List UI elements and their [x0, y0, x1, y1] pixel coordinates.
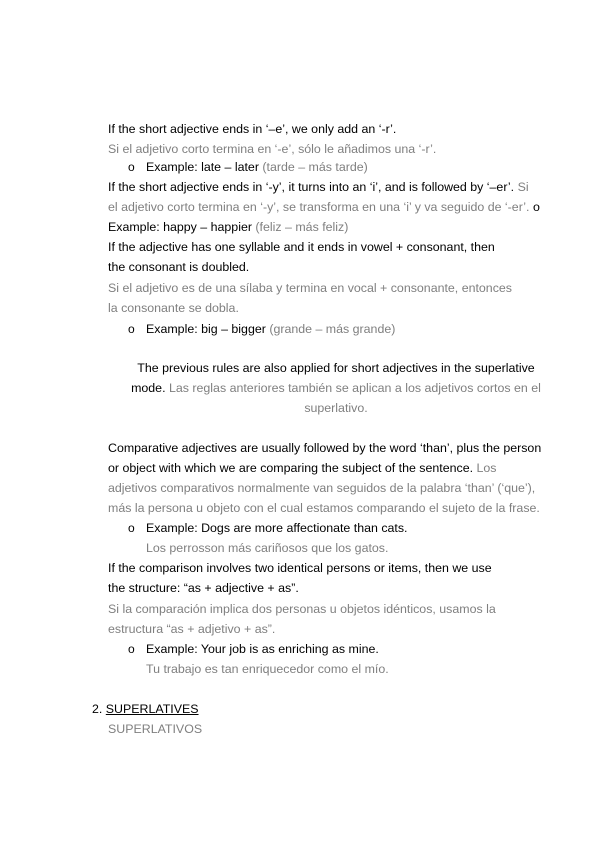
than-english-1: Comparative adjectives are usually followed by the word ‘than’, plus the person — [108, 441, 542, 455]
example-happy-english: Example: happy – happier — [108, 220, 252, 234]
example-big — [146, 321, 395, 337]
as-as-english-2: the structure: “as + adjective + as”. — [108, 581, 299, 595]
than-spanish-2: más la persona u objeto con el cual estamos comparando el sujeto de la frase. — [108, 501, 540, 515]
than-line-2 — [108, 460, 496, 476]
rule-syllable-english-1: If the adjective has one syllable and it ends in vowel + consonant, then — [108, 240, 495, 254]
superlative-note-spanish-2: superlativo. — [304, 401, 368, 415]
than-spanish-1: adjetivos comparativos normalmente van seguidos de la palabra ‘than’ (‘que’), — [108, 481, 536, 495]
than-spanish-start: Los — [476, 461, 497, 475]
as-as-spanish-1: Si la comparación implica dos personas u objetos idénticos, usamos la — [108, 602, 496, 616]
as-as-spanish-2: estructura “as + adjetivo + as”. — [108, 622, 276, 636]
rule-syllable-spanish-2: la consonante se dobla. — [108, 301, 239, 315]
example-job-english: Example: Your job is as enriching as mine. — [146, 642, 379, 656]
rule-y-line-1 — [108, 179, 529, 195]
rule-y-spanish-start: Si — [517, 180, 529, 194]
bullet-icon: o — [128, 521, 135, 535]
bullet-icon: o — [128, 160, 135, 174]
superlative-note-line-2 — [108, 380, 564, 396]
section-number: 2. — [92, 702, 103, 716]
rule-e-spanish: Si el adjetivo corto termina en ‘-e’, sólo le añadimos una ‘-r’. — [108, 142, 437, 156]
example-big-english: Example: big – bigger — [146, 322, 266, 336]
section-title: SUPERLATIVES — [105, 702, 199, 716]
example-dogs-spanish: Los perrosson más cariñosos que los gatos. — [146, 541, 389, 555]
example-late — [146, 159, 368, 175]
example-late-spanish: (tarde – más tarde) — [262, 160, 368, 174]
rule-y-english: If the short adjective ends in ‘-y’, it turns into an ‘i’, and is followed by ‘–er’. — [108, 180, 515, 194]
section-subtitle: SUPERLATIVOS — [108, 722, 203, 736]
rule-y-line-2 — [108, 199, 540, 215]
example-happy-spanish: (feliz – más feliz) — [255, 220, 349, 234]
example-late-english: Example: late – later — [146, 160, 259, 174]
example-dogs-english: Example: Dogs are more affectionate than cats. — [146, 521, 408, 535]
example-happy — [108, 219, 348, 235]
rule-syllable-english-2: the consonant is doubled. — [108, 260, 250, 274]
superlative-note-spanish-1: Las reglas anteriores también se aplican a los adjetivos cortos en el — [168, 381, 541, 395]
bullet-icon: o — [128, 322, 135, 336]
rule-syllable-spanish-1: Si el adjetivo es de una sílaba y termina en vocal + consonante, entonces — [108, 281, 512, 295]
superlative-note-english-2: mode. — [131, 381, 166, 395]
superlative-note-english-1: The previous rules are also applied for short adjectives in the superlative — [137, 361, 535, 375]
than-english-2: or object with which we are comparing the subject of the sentence. — [108, 461, 474, 475]
example-big-spanish: (grande – más grande) — [269, 322, 396, 336]
rule-y-spanish: el adjetivo corto termina en ‘-y’, se transforma en una ‘i’ y va seguido de ‘-er’. — [108, 200, 530, 214]
section-heading — [92, 701, 199, 717]
bullet-icon: o — [128, 642, 135, 656]
bullet-icon: o — [532, 200, 540, 214]
as-as-english-1: If the comparison involves two identical persons or items, then we use — [108, 561, 492, 575]
example-job-spanish: Tu trabajo es tan enriquecedor como el mío. — [146, 662, 389, 676]
rule-e-english: If the short adjective ends in ‘–e’, we only add an ‘-r’. — [108, 122, 397, 136]
